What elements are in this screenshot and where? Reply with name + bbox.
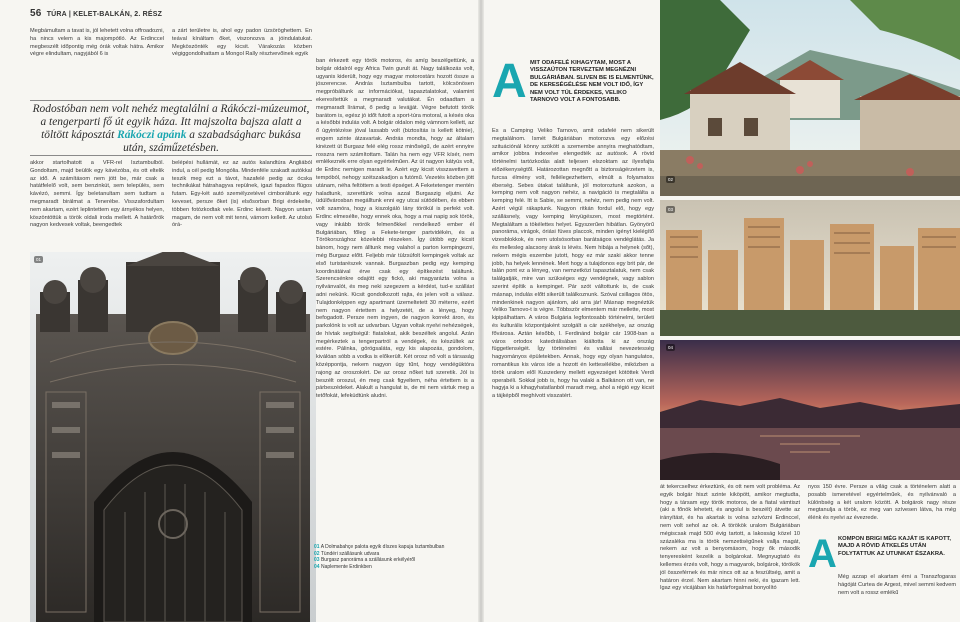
column-2-top: [172, 28, 312, 96]
paragraph: belépési hullámát, ez az autós kalandtúra Angliából indul, a cél pedig Mongólia. Mindenféle szakadt autókkal teszik meg ezt a távot, hazafelé pedig az ócska technikákat hátrahagyva repülnek, igazi fapados flügos futam. Egy-két autó személyzetével cimboráltunk egy keveset, persze őket (is) elsősorban Brigi érdekelte, többen fotózkodtak vele. Erdinc késett. Nagyon untam magam, de nem volt mit tenni, várnom kellett. Az utolsó órá-: [172, 160, 312, 229]
paragraph: Még azzap el akartam érni a Transzfogaras hágóját Curtea de Argest, mivel semmi kedvem nem volt a rossz emlékű: [838, 574, 956, 596]
photo-palace-gate: [30, 252, 316, 622]
caption-number: 03: [314, 557, 320, 564]
caption-number: 01: [314, 544, 320, 550]
pullquote-text-end: a szabadságharc bukása után, száműzetésben.: [123, 129, 301, 154]
pullquote-rule-top: [30, 100, 312, 101]
column-3: [316, 58, 474, 540]
city-illustration: [660, 200, 960, 336]
photo-courtyard: [660, 0, 960, 196]
caption-3: [314, 557, 474, 564]
caption-number: 02: [314, 550, 320, 557]
page-gutter: [478, 0, 484, 622]
drop-cap-intro: A: [492, 55, 527, 108]
courtyard-illustration: [660, 0, 960, 196]
column-4: [492, 128, 654, 510]
photo-sunset: [660, 340, 960, 480]
palace-gate-illustration: [30, 252, 316, 622]
paragraph: ban érkezett egy török motoros, és amíg beszélgettünk, a bolgár oldalról egy Africa Twin gurult át. Nagy találkozás volt, ugyanis kiderült, hogy egy magyar motorostárs hozott össze a jószerencse. András Isztambulba tartott, kölcsönösen megpróbáltunk az információkat, tapasztalatokat, valamint ekeresítettük a megmaradt valutákat. Én odaadtam a megmaradt lírámat, ő pedig a levájját. Végre befutott török barátom is, egész jó időt futott a sport-túra motoral, a késés oka a későbbi indulás volt. A bolgár oldalon még vámnom kellett, az ő úgyintézése jóval lassabb volt (biztosítás is kellett kötnie), engem szinte átzavartak. András mondta, hogy az általam kinézett út Burgasz felé elég rossz minőségű, de azért ennyire rosszra nem számítottam. Talán ha nem egy VFR kísér, nem emlékeznék erre olyan egyértelműen. Az út nagyon kátyús volt, de Erdinc nemigen maradt le. Azért egy kicsit visszavettem a tempóból, nehogy szétszakadjon a futómű. Vezetés közben jött utánam, néha feltöttem a testi épséget. A Feketetenger mentén haladtunk, szerettünk volna azzal Burgaszig eljutni. Az üdülővárosban megálltunk enni egy utcai sütödében, és ebben volt szamóra, hogy a kiszolgáló lány törökül is perfekt volt. Erdinc elmesélte, hogy ennek oka, hogy a mai napig sok török, vagy inkább török felmenőkkel rendelkező ember él Bulgáriában, főleg a Fekete-tenger partvidékén, és a Törökországhoz közelebbi részeken. Így útóbb egy kicsit bánom, hogy nem álltunk meg valahol a parton kempingezni, még Burgasz előtt. Feljebb már tülzsúfolt kempingek voltak az első turistarészek vannak. Burgaszban pedig egy kemping koordinátáival érve csak egy építkezést találtunk. Szerencsénkre odajött egy fickó, aki magyarázta volna a nyilvánvalót, és meg neki szegezem a kérdést, tud-e szállást adni nekünk. Kicsit gondolkozott rajta, és jelen volt a válasz. Tulajdonképpen egy apartmant üzemeltetett 30 méterre, ezért nem nagyon értettem a helyzetét, de a lényeg, hogy befogadott. Persze nem ingyen, de nagyon korrekt áron, és parkolónk is volt az udvarban. Ugyan voltak nyelvi nehézségek, de hívtak segítségül: fiatalokat, akik beszéltek angolul. Azán megérkeztek a tengerpartról a vendégek, és készültek az estére. Pálinka, görögsaláta, egy kis alapozás, gondolom, kiválóan sóbb a vodka is előkerült. Két orosz nő volt a társaság középpontja, nekem nagyon úgy tűnt, hogy vendégüktóra rajong az oroszokért. De az orosz nőket tuti szeretik. Jól is beszélt oroszul, én meg csak figyeltem, néha értettem is a párbeszédeket. Alakult a hangulat is, de mi nem vártuk meg a tetőfokát, lefeküdtünk aludni.: [316, 58, 474, 400]
photo-badge-sunset: 04: [668, 345, 674, 350]
photo-badge-palace: 01: [36, 257, 42, 262]
caption-text: Burgasz panoráma a szállásunk erkélyéről: [320, 557, 416, 564]
column-6: [808, 484, 956, 530]
paragraph: a zárt területre is, ahol egy padon üzsöröghettem. Én teával kínáltam őket, viszonozva a jóindulatukat. Megköszönték egy kicsit. Várakozás közben végiggondolhattam a Mongol Rally résztvevőinek egyik: [172, 28, 312, 58]
column-1-top: [30, 28, 164, 96]
pullquote: [30, 103, 312, 155]
section-label: TÚRA: [46, 11, 67, 18]
photo-badge-courtyard: 02: [668, 177, 674, 182]
photo-city: [660, 200, 960, 336]
pullquote-text: Rodostóban nem volt nehéz megtalálni a Rákóczi-múzeumot, a tengerparti fő út egyik háza. Itt majszolta bajsza alatt a töltött káposztát: [32, 103, 310, 141]
pullquote-highlight: Rákóczi apánk: [117, 129, 187, 141]
pullquote-rule-bottom: [30, 155, 312, 156]
paragraph: akkor startolhatott a VFR-rel Isztambulból. Gondoltam, majd beülök egy kávézóba, és ott eltelik az idő. A számításom nem jött be, már csak a hatátfelelő volt, sem benzinkút, sem település, sem kávézó, semmi. Így beletanultam sem tudtam a megmaradt birálmat a Tenerébe. Visszafordultam nem akartam, ezért leplintettem egy árnyékos helyen, köszöntöttük a török oldali iroda mellett. A határőrök nagyon kedvesek voltak, beengedtek: [30, 160, 164, 229]
caption-2: [314, 551, 474, 558]
page-header: 56 TÚRA | KELET-BALKÁN, 2. RÉSZ: [30, 8, 163, 19]
paragraph: át tekercselhez érkeztünk, és ott nem volt probléma. Az egyik bolgár hiszt szinte kiköpött, amikor megtudta, hogy a társam egy török motoros, de a fiatal vámtiszt (aki a főnök lehetett, és angolul is beszélt) átvette az irányítást, és ha akartak is volna szívózni Erdinccel, nem volt sehol az ok. A törökök uralom Bulgáriában mégiscsak majd 500 évig tartott, a lakosság közel 10 százaléka ma is török nemzetiségűnek vallja magát, nekem az volt a benyomásom, hogy ők második tenyeresként kezelik a bolgárokat. Megnyugtató és kellemes érzés volt, hogy a magyarok, bolgárok, törökök jól összeférnek és már nincs ott az a feszültség, amit a határon érzel. Nem akartam hinni neki, és igazam lett. Igaz egy vicájában kis határforgalmat bonyolító: [660, 484, 800, 592]
article-title: KELET-BALKÁN, 2. RÉSZ: [73, 11, 163, 18]
caption-text: A Dolmabahçe palota egyik díszes kapuja Isztambulban: [320, 544, 445, 550]
page-number: 56: [30, 8, 42, 19]
caption-text: Naplemente Erdinkben: [320, 563, 372, 570]
caption-1: [314, 544, 474, 551]
caption-4: [314, 564, 474, 571]
outro-lead: KOMPON BRIGI MÉG KAJÁT IS KAPOTT, MAJD A RÖVID ÁTKELÉS UTÁN FOLYTATTUK AZ UTUNKAT ÉSZAKRA.: [838, 536, 952, 557]
column-2-mid: [172, 160, 312, 250]
column-1-mid: [30, 160, 164, 250]
column-5: [660, 484, 800, 616]
captions-box: [314, 544, 474, 570]
paragraph: nyos 150 évre. Persze a világ csak a történelem alatt a posabb ismeretével egyértelműek, és nyilvánvaló a különbség a két uralom között. A bolgárok nagy része megtanulja a török, ez meg van szívesen látva, ha még élénk és nyelvi az évezrede.: [808, 484, 956, 522]
photo-badge-city: 03: [668, 207, 674, 212]
outro-continuation: [838, 574, 956, 618]
caption-number: 04: [314, 563, 320, 570]
paragraph: Megbámultam a tavat is, jól lehetett volna offroadozni, ha nincs velem a kis majompótló. Az Erdinccel megbeszélt időpontig még órák voltak hátra. Amikor végre elindultam, nagyjából 6 is: [30, 28, 164, 58]
sunset-illustration: [660, 340, 960, 480]
paragraph: És a Camping Veliko Tarnovo, amit odafelé nem sikerült megtalálnom. Ismét Bulgáriában motorozva egy előzési szituációnál könny szökött a szemembe annyira meghatódtam, amikor jobbra indexelve elengedték az autósok. A rövid történelmi tartózkodás alatt teljesen elszoktam az ilyesfajta előzékenységtől. Határozottan megnőtt a biztonságérzetem is, furcsa élmény volt, fellélegezhettem, elmúlt a folyamatos éberség. Sebes útakat találtunk, jól motoroztunk azokon, a kemping nem volt nagyon nehéz, a navigáció is megtalálta a kemping felé. Itt is Sabie, se semmi, nehéz, nem pedig nem volt. Azért végül rákaptunk. Nagyon ritkán fordul elő, hogy egy szállásnely, vagy kemping lényügészen, most megtörtént. Megtaláltam a tökélettes helyet. Egyszerűen hibátlan. Gyönyörű panoráma, virágok, óriási füves placcok, minden igényt kielégítő vizesblokkok, és nem utolsósorban barátságos vendéglátás. Ja és mellesleg alacsony árak is lévés. Nem hibája a helynek (sőt), nekem mégis eszembe jutott, hogy ez már szaki akkor tenne jobb, ha helyek lennének. Mert hogy a tulajdonos egy brit pár, de talán pont ez a lényeg, van nemzetközi tapasztalatuk, nem csak találgatják, mire van szükséges egy vendégnek, vagy sablon szerint építik a kempinget. Pár szót váltottunk is, de csak másnap, indulás előtt sikerült találkoznunk. Szóval csillagos ötös, mindenkinek nagyon ajánlom, aki arra jár! Másnap megnéztük Veliko Tarnovo-t is végre. Többször elmentem már mellette, most kipipálhattam. A város Bulgária legfontosabb történelmi, területi és kulturális központjaként szolgált a cár székhelye, az ország fővárosa. Aztán később, I. Ferdinánd bolgár cár 1908-ban a város ortodox katedrálisában kiáltotta ki az ország függetlenségét. Így történelmi és vallási nevezetesség hagyományos épületekben. Annak, hogy egy olyan hangulatos, romantikus kis város ide a hozott én kettesélékbe, miközben a török uralom elől Kuszedeny mellett egyezséget kötöttek Verdi operabéli. Sokkal jobb is, hogy ha valaki a Balkánon ott van, ne hagyja ki a kihagyhatatlanból maradt meg, ahol a régió egy kicsit a tájképből meghívott visszatért.: [492, 128, 654, 400]
intro-lead: MIT ODAFELÉ KIHAGYTAM, MOST A VISSZAÚTON TERVEZTEM MEGNÉZNI BULGÁRIÁBAN. SLIVEN BE IS ELMENTÜNK, DE KERESÉGÉLÉSE NEM VOLT IDŐ, ÍGY NEM VOLT TÚL ÉRDEKES, VELIKO TARNOVO VOLT A FONTOSABB.: [530, 60, 654, 104]
caption-text: Tündéri szállásunk udvara: [320, 550, 380, 557]
drop-cap-outro: A: [808, 532, 837, 576]
